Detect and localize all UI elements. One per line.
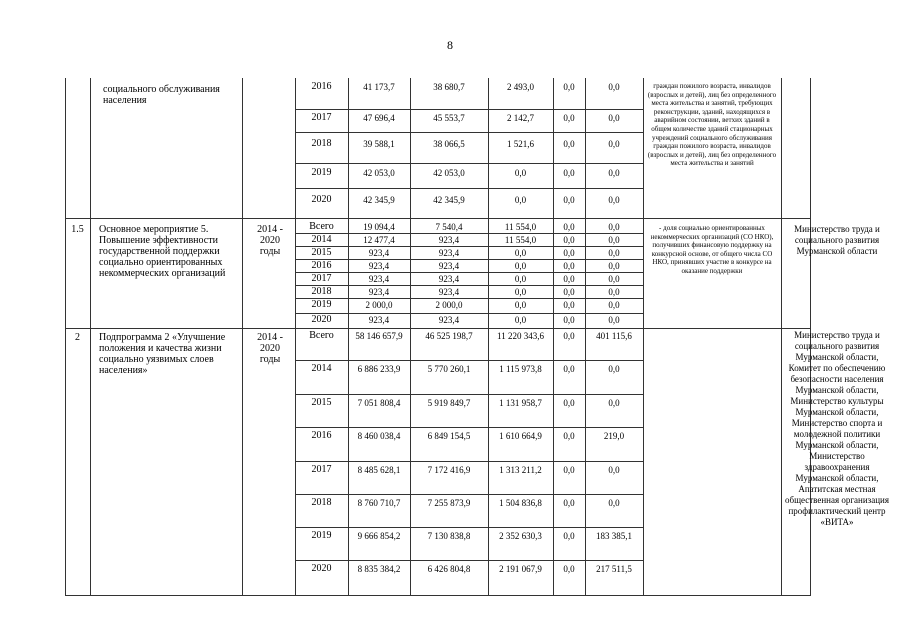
- block1-row-4-total: 923,4: [368, 261, 390, 271]
- block1-row-7-ext: 0,0: [608, 300, 620, 310]
- block1-number: 1.5: [71, 224, 84, 235]
- block2-row-7-ext: 183 385,1: [596, 531, 632, 541]
- block1-row-6-ext: 0,0: [608, 287, 620, 297]
- block0-row-1-total: 41 173,7: [363, 82, 395, 92]
- block0-row-2-year: 2017: [311, 112, 332, 123]
- block1-row-6-reg: 923,4: [438, 287, 460, 297]
- block2-period: 2014 - 2020 годы: [257, 332, 283, 365]
- block1-row-2-loc: 0,0: [563, 235, 575, 245]
- block2-row-6-reg: 7 255 873,9: [427, 498, 471, 508]
- block2-row-1-fed: 11 220 343,6: [497, 331, 544, 341]
- block0-row-4-fed: 0,0: [514, 168, 527, 178]
- block2-row-8-loc: 0,0: [563, 564, 575, 574]
- block0-row-4-total: 42 053,0: [363, 168, 395, 178]
- block2-row-8-total: 8 835 384,2: [357, 564, 401, 574]
- block2-row-8-year: 2020: [311, 563, 332, 574]
- block0-row-1-year: 2016: [311, 81, 332, 92]
- block0-row-4-ext: 0,0: [608, 168, 620, 178]
- block1-row-2-total: 12 477,4: [363, 235, 395, 245]
- block1-row-7-fed: 0,0: [514, 300, 527, 310]
- block0-row-2-fed: 2 142,7: [507, 113, 534, 123]
- block1-row-7-reg: 2 000,0: [435, 300, 463, 310]
- block0-row-4-reg: 42 053,0: [433, 168, 465, 178]
- block2-row-2-ext: 0,0: [608, 364, 620, 374]
- block1-row-6-fed: 0,0: [514, 287, 527, 297]
- block1-row-8-year: 2020: [311, 314, 332, 325]
- block2-row-7-fed: 2 352 630,3: [499, 531, 542, 541]
- block0-row-1-ext: 0,0: [608, 82, 620, 92]
- block2-row-6-loc: 0,0: [563, 498, 575, 508]
- block2-row-7-total: 9 666 854,2: [357, 531, 401, 541]
- block2-row-4-reg: 6 849 154,5: [427, 431, 471, 441]
- block0-row-5-total: 42 345,9: [363, 195, 395, 205]
- block0-name: социального обслуживания населения: [103, 84, 220, 106]
- block0-row-3-fed: 1 521,6: [507, 139, 534, 149]
- block1-row-1-year: Всего: [309, 221, 334, 232]
- block1-row-8-loc: 0,0: [563, 315, 575, 325]
- block2-row-2-reg: 5 770 260,1: [427, 364, 471, 374]
- block1-row-5-reg: 923,4: [438, 274, 460, 284]
- block0-row-3-total: 39 588,1: [363, 139, 395, 149]
- block1-row-5-ext: 0,0: [608, 274, 620, 284]
- block0-row-3-year: 2018: [311, 138, 332, 149]
- block2-row-3-ext: 0,0: [608, 398, 620, 408]
- block1-row-4-fed: 0,0: [514, 261, 527, 271]
- block1-row-1-total: 19 094,4: [363, 222, 395, 232]
- block1-responsible: Министерство труда и социального развития Мурманской области: [794, 224, 880, 256]
- block1-row-3-fed: 0,0: [514, 248, 527, 258]
- block2-row-4-ext: 219,0: [603, 431, 625, 441]
- block2-row-2-year: 2014: [311, 363, 332, 374]
- block1-row-7-total: 2 000,0: [365, 300, 393, 310]
- block1-row-8-fed: 0,0: [514, 315, 527, 325]
- block2-row-1-total: 58 146 657,9: [355, 331, 403, 341]
- block2-row-1-loc: 0,0: [563, 331, 575, 341]
- block0-row-5-ext: 0,0: [608, 195, 620, 205]
- budget-table: [65, 78, 811, 596]
- block1-row-6-loc: 0,0: [563, 287, 575, 297]
- block1-row-6-total: 923,4: [368, 287, 390, 297]
- block0-row-3-ext: 0,0: [608, 139, 620, 149]
- block1-row-2-year: 2014: [311, 234, 332, 245]
- block1-row-8-ext: 0,0: [608, 315, 620, 325]
- block2-row-7-reg: 7 130 838,8: [427, 531, 471, 541]
- block1-row-5-loc: 0,0: [563, 274, 575, 284]
- block1-row-2-ext: 0,0: [608, 235, 620, 245]
- block2-row-3-loc: 0,0: [563, 398, 575, 408]
- block2-row-3-fed: 1 131 958,7: [499, 398, 542, 408]
- block2-row-5-loc: 0,0: [563, 465, 575, 475]
- block1-row-6-year: 2018: [311, 286, 332, 297]
- block0-row-1-loc: 0,0: [563, 82, 575, 92]
- block2-row-2-loc: 0,0: [563, 364, 575, 374]
- block2-row-6-total: 8 760 710,7: [357, 498, 401, 508]
- block1-row-5-total: 923,4: [368, 274, 390, 284]
- block1-row-1-reg: 7 540,4: [435, 222, 463, 232]
- block2-row-7-loc: 0,0: [563, 531, 575, 541]
- page-number: 8: [447, 38, 453, 52]
- block1-row-3-loc: 0,0: [563, 248, 575, 258]
- block1-period: 2014 - 2020 годы: [257, 224, 283, 257]
- block2-row-4-loc: 0,0: [563, 431, 575, 441]
- block1-row-4-ext: 0,0: [608, 261, 620, 271]
- block2-row-8-fed: 2 191 067,9: [499, 564, 542, 574]
- block2-row-2-total: 6 886 233,9: [357, 364, 401, 374]
- block1-row-8-reg: 923,4: [438, 315, 460, 325]
- block0-row-2-ext: 0,0: [608, 113, 620, 123]
- block2-row-5-fed: 1 313 211,2: [499, 465, 542, 475]
- block0-row-1-fed: 2 493,0: [507, 82, 534, 92]
- block0-row-4-loc: 0,0: [563, 168, 575, 178]
- block1-row-3-year: 2015: [311, 247, 332, 258]
- block2-row-8-ext: 217 511,5: [596, 564, 632, 574]
- block1-row-7-loc: 0,0: [563, 300, 575, 310]
- block0-row-5-loc: 0,0: [563, 195, 575, 205]
- block2-row-1-ext: 401 115,6: [596, 331, 632, 341]
- block1-row-8-total: 923,4: [368, 315, 390, 325]
- block2-row-7-year: 2019: [311, 530, 332, 541]
- block1-row-4-reg: 923,4: [438, 261, 460, 271]
- block1-row-1-loc: 0,0: [563, 222, 575, 232]
- block2-row-4-year: 2016: [311, 430, 332, 441]
- block2-row-3-year: 2015: [311, 397, 332, 408]
- block2-row-3-reg: 5 919 849,7: [427, 398, 471, 408]
- block0-row-5-year: 2020: [311, 194, 332, 205]
- block1-name: Основное мероприятие 5. Повышение эффективности государственной поддержки социально ориентированных некоммерческих организаций: [99, 224, 226, 279]
- block2-row-4-total: 8 460 038,4: [357, 431, 401, 441]
- block2-row-2-fed: 1 115 973,8: [499, 364, 542, 374]
- block2-row-5-ext: 0,0: [608, 465, 620, 475]
- block2-responsible: Министерство труда и социального развития Мурманской области, Комитет по обеспечению безопасности населения Мурманской области, Министерство культуры Мурманской области, Министерство спорта и молодежной политики Мурманской области, Министерство здравоохранения Мурманской области, Апатитская местная общественная организация профилактический центр «ВИТА»: [784, 330, 889, 527]
- block2-row-6-ext: 0,0: [608, 498, 620, 508]
- block1-row-3-reg: 923,4: [438, 248, 460, 258]
- block2-row-3-total: 7 051 808,4: [357, 398, 401, 408]
- block2-row-1-reg: 46 525 198,7: [425, 331, 473, 341]
- block0-row-2-reg: 45 553,7: [433, 113, 465, 123]
- block2-row-5-total: 8 485 628,1: [357, 465, 401, 475]
- block0-row-5-fed: 0,0: [514, 195, 527, 205]
- block0-row-4-year: 2019: [311, 167, 332, 178]
- block1-row-1-fed: 11 554,0: [504, 222, 537, 232]
- block1-row-4-year: 2016: [311, 260, 332, 271]
- block0-row-3-reg: 38 066,5: [433, 139, 465, 149]
- block1-indicator: - доля социально ориентированных некоммерческих организаций (СО НКО), получивших финансовую поддержку на конкурсной основе, от общего числа СО НКО, принявших участие в конкурсе на оказание поддержки: [650, 224, 774, 275]
- block1-row-2-fed: 11 554,0: [504, 235, 537, 245]
- block0-row-1-reg: 38 680,7: [433, 82, 465, 92]
- block0-row-2-total: 47 696,4: [363, 113, 395, 123]
- block2-row-6-year: 2018: [311, 497, 332, 508]
- block0-row-3-loc: 0,0: [563, 139, 575, 149]
- block2-row-5-reg: 7 172 416,9: [427, 465, 471, 475]
- block2-row-8-reg: 6 426 804,8: [427, 564, 471, 574]
- block1-row-7-year: 2019: [311, 299, 332, 310]
- block2-name: Подпрограмма 2 «Улучшение положения и качества жизни социально уязвимых слоев населения»: [99, 332, 226, 376]
- block1-row-2-reg: 923,4: [438, 235, 460, 245]
- block1-row-5-year: 2017: [311, 273, 332, 284]
- block0-row-2-loc: 0,0: [563, 113, 575, 123]
- block2-number: 2: [75, 332, 80, 343]
- block2-row-1-year: Всего: [309, 330, 334, 341]
- block1-row-3-total: 923,4: [368, 248, 390, 258]
- block0-indicator: граждан пожилого возраста, инвалидов (взрослых и детей), лиц без определенного места жительства и занятий, требующих реконструкции, зданий, находящихся в аварийном состоянии, ветхих зданий в общем количестве зданий стационарных учреждений социального обслуживания граждан пожилого возраста, инвалидов (взрослых и детей), лиц без определенного места жительства и занятий: [647, 82, 777, 168]
- block1-row-3-ext: 0,0: [608, 248, 620, 258]
- block1-row-4-loc: 0,0: [563, 261, 575, 271]
- block0-row-5-reg: 42 345,9: [433, 195, 465, 205]
- block2-row-4-fed: 1 610 664,9: [499, 431, 542, 441]
- block1-row-5-fed: 0,0: [514, 274, 527, 284]
- block2-row-5-year: 2017: [311, 464, 332, 475]
- block2-row-6-fed: 1 504 836,8: [499, 498, 542, 508]
- block1-row-1-ext: 0,0: [608, 222, 620, 232]
